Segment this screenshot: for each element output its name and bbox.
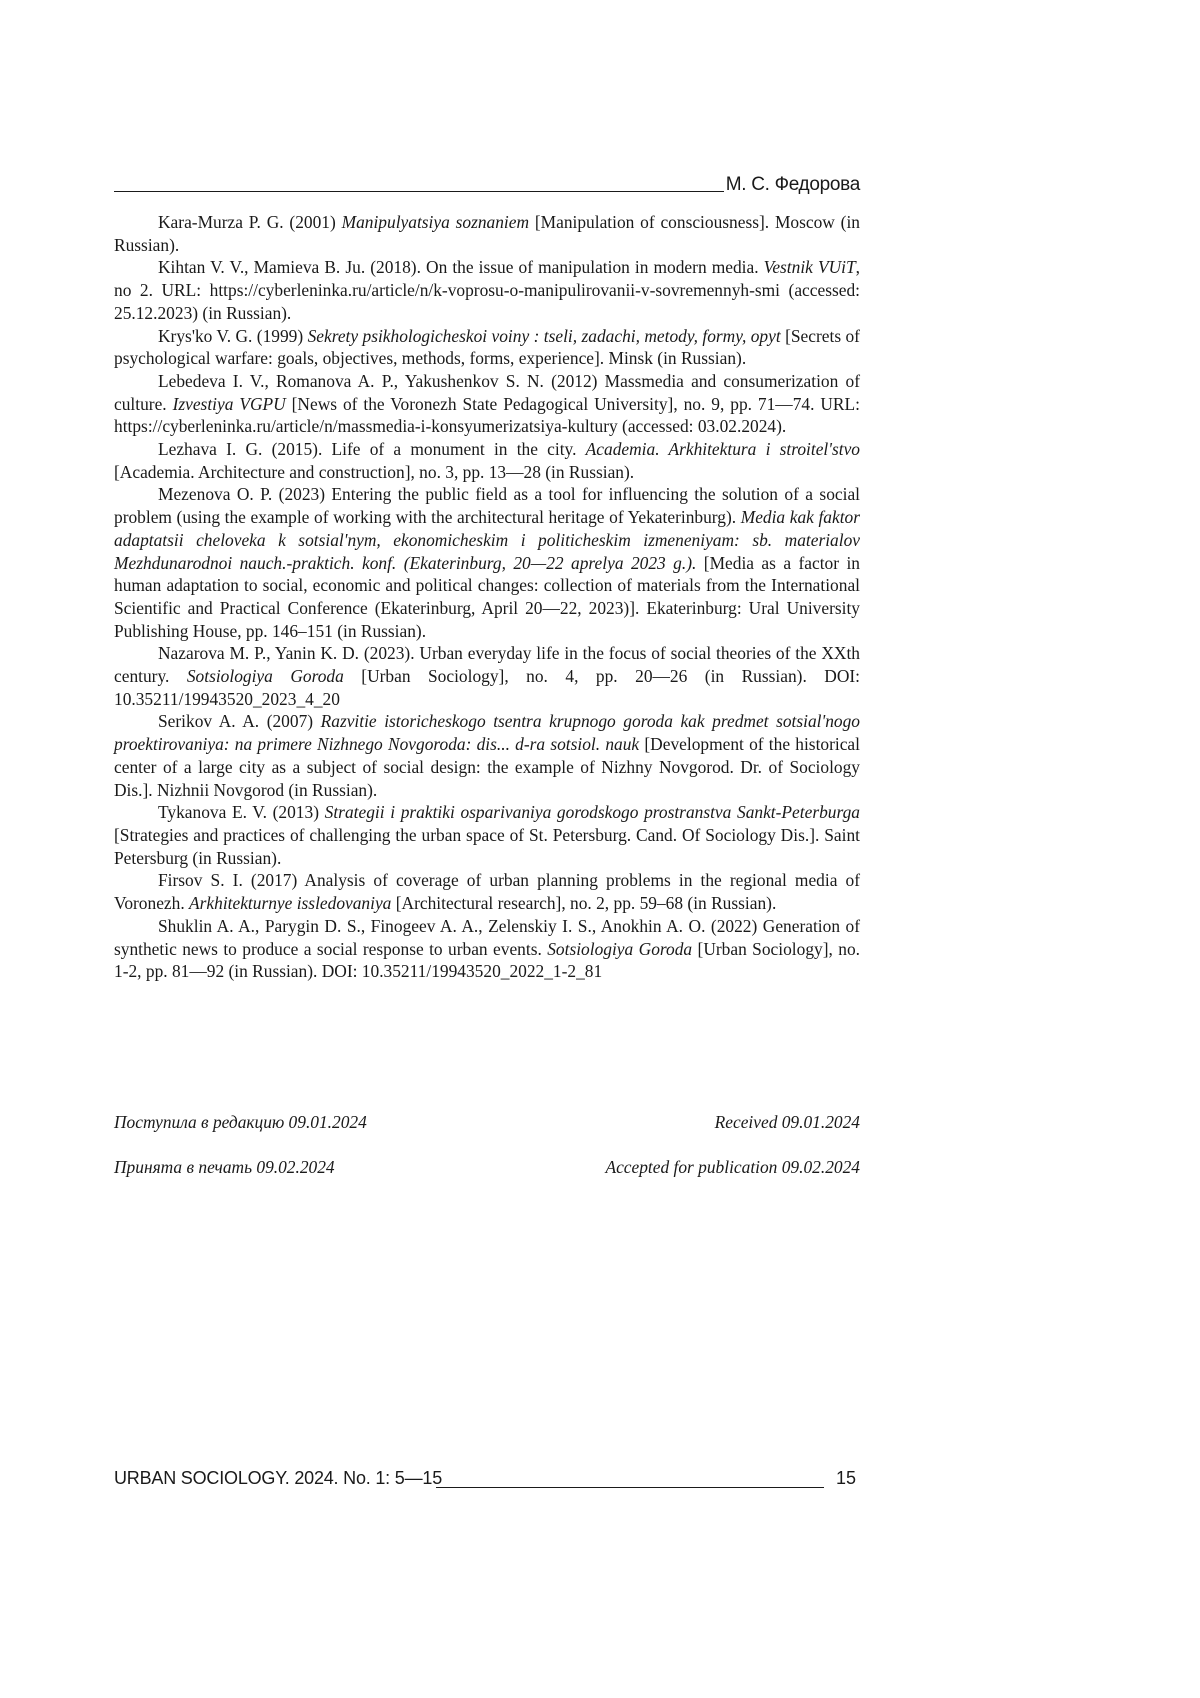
received-date-ru: Поступила в редакцию 09.01.2024 xyxy=(114,1112,367,1132)
running-head-author: М. С. Федорова xyxy=(725,174,860,195)
reference-text: [Strategies and practices of challenging the urban space of St. Petersburg. Cand. Of Sociology Dis.]. Saint Petersburg (in Russian). xyxy=(114,824,860,868)
reference-entry xyxy=(114,211,860,256)
reference-list xyxy=(114,211,860,983)
reference-entry xyxy=(114,915,860,983)
accepted-date-en: Accepted for publication 09.02.2024 xyxy=(605,1157,860,1177)
received-dates xyxy=(114,1112,860,1138)
reference-source-title: Razvitie istoricheskogo tsentra krupnogo goroda kak predmet sotsial'nogo proektirovaniya: na primere Nizhnego Novgoroda: dis... d-ra sotsiol. nauk xyxy=(114,711,860,755)
accepted-dates xyxy=(114,1157,860,1183)
reference-source-title: Sekrety psikhologicheskoi voiny : tseli, zadachi, metody, formy, opyt xyxy=(307,325,781,346)
reference-text: Firsov S. I. (2017) Analysis of coverage of urban planning problems in the regional media of Voronezh. xyxy=(114,870,860,914)
reference-text: Krys'ko V. G. (1999) xyxy=(158,325,308,346)
footer-rule xyxy=(436,1487,824,1488)
reference-source-title: Sotsiologiya Goroda xyxy=(186,666,344,687)
reference-entry xyxy=(114,483,860,642)
reference-entry xyxy=(114,256,860,324)
reference-source-title: Izvestiya VGPU xyxy=(172,393,286,414)
reference-entry xyxy=(114,370,860,438)
reference-entry xyxy=(114,801,860,869)
reference-entry xyxy=(114,869,860,914)
reference-text: Tykanova E. V. (2013) xyxy=(158,802,325,823)
page-footer xyxy=(114,1468,860,1496)
reference-text: Serikov A. A. (2007) xyxy=(158,711,321,732)
reference-text: Nazarova M. P., Yanin K. D. (2023). Urban everyday life in the focus of social theories of the XXth century. xyxy=(114,643,860,687)
reference-entry xyxy=(114,710,860,801)
reference-source-title: Media kak faktor adaptatsii cheloveka k sotsial'nym, ekonomicheskim i politicheskim izmeneniyam: sb. materialov Mezhdunarodnoi nauch.-praktich. konf. (Ekaterinburg, 20—22 aprelya 2023 g.). xyxy=(114,507,861,573)
reference-text: [Media as a factor in human adaptation to social, economic and political changes: collection of materials from the International Scientific and Practical Conference (Ekaterinburg, April 20—22, 2023)]. Ekaterinburg: Ural University Publishing House, pp. 146–151 (in Russian). xyxy=(114,552,860,641)
header-rule xyxy=(114,191,724,192)
reference-text: [Urban Sociology], no. 4, pp. 20—26 (in Russian). DOI: 10.35211/19943520_2023_4_20 xyxy=(114,666,861,709)
reference-text: Kihtan V. V., Mamieva B. Ju. (2018). On the issue of manipulation in modern media. xyxy=(158,257,764,278)
journal-citation: URBAN SOCIOLOGY. 2024. No. 1: 5—15 xyxy=(114,1468,443,1488)
accepted-date-ru: Принята в печать 09.02.2024 xyxy=(114,1157,335,1177)
reference-text: [Architectural research], no. 2, pp. 59–68 (in Russian). xyxy=(391,893,777,914)
reference-text: Shuklin A. A., Parygin D. S., Finogeev A. A., Zelenskiy I. S., Anokhin A. O. (2022) Generation of synthetic news to produce a social response to urban events. xyxy=(114,915,860,959)
reference-text: [News of the Voronezh State Pedagogical University], no. 9, pp. 71—74. URL: https://cyberleninka.ru/article/n/massmedia-i-konsyumerizatsiya-kultury (accessed: 03.02.2024). xyxy=(114,393,860,437)
received-date-en: Received 09.01.2024 xyxy=(714,1112,860,1132)
reference-text: Lebedeva I. V., Romanova A. P., Yakushenkov S. N. (2012) Massmedia and consumerization of culture. xyxy=(114,370,860,414)
reference-text: , no 2. URL: https://cyberleninka.ru/article/n/k-voprosu-o-manipulirovanii-v-sovremennyh-smi (accessed: 25.12.2023) (in Russian). xyxy=(114,257,860,323)
reference-entry xyxy=(114,438,860,483)
reference-source-title: Strategii i praktiki osparivaniya gorodskogo prostranstva Sankt-Peterburga xyxy=(324,802,860,823)
reference-entry xyxy=(114,642,860,710)
reference-text: [Urban Sociology], no. 1-2, pp. 81—92 (in Russian). DOI: 10.35211/19943520_2022_1-2_81 xyxy=(114,938,861,982)
reference-source-title: Arkhitekturnye issledovaniya xyxy=(189,893,392,914)
reference-text: Lezhava I. G. (2015). Life of a monument in the city. xyxy=(158,439,586,460)
reference-source-title: Academia. Arkhitektura i stroitel'stvo xyxy=(585,439,860,460)
running-head xyxy=(114,170,860,198)
reference-entry xyxy=(114,325,860,370)
reference-text: Kara-Murza P. G. (2001) xyxy=(158,212,342,232)
reference-text: [Secrets of psychological warfare: goals, objectives, methods, forms, experience]. Minsk (in Russian). xyxy=(114,325,860,369)
reference-text: Mezenova O. P. (2023) Entering the public field as a tool for influencing the solution of a social problem (using the example of working with the architectural heritage of Yekaterinburg). xyxy=(114,484,860,528)
page-number: 15 xyxy=(835,1468,856,1488)
reference-text: [Manipulation of consciousness]. Moscow (in Russian). xyxy=(114,212,860,255)
reference-source-title: Sotsiologiya Goroda xyxy=(547,938,693,959)
reference-source-title: Manipulyatsiya soznaniem xyxy=(341,212,530,232)
reference-source-title: Vestnik VUiT xyxy=(763,257,856,278)
reference-text: [Academia. Architecture and construction], no. 3, pp. 13—28 (in Russian). xyxy=(114,461,635,482)
reference-text: [Development of the historical center of a large city as a subject of social design: the example of Nizhny Novgorod. Dr. of Sociology Dis.]. Nizhnii Novgorod (in Russian). xyxy=(114,734,860,800)
